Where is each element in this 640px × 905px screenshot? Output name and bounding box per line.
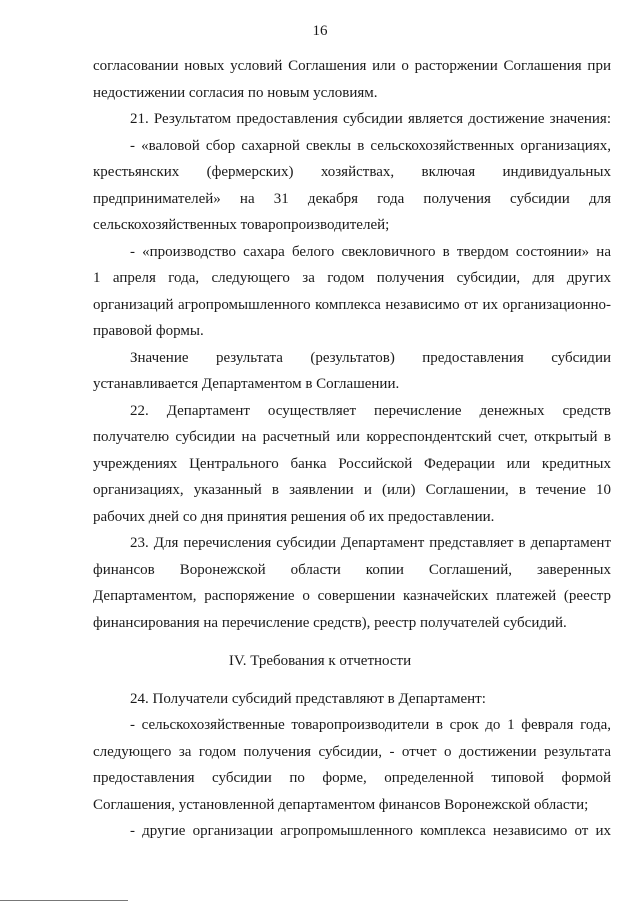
text-line: Соглашения, установленной департаментом финансов Воронежской области; <box>93 797 589 813</box>
text-line: 24. Получатели субсидий представляют в Департамент: <box>130 691 486 707</box>
text-line: рабочих дней со дня принятия решения об их предоставлении. <box>93 509 495 525</box>
text-line: - «производство сахара белого свекловичного в твердом состоянии» на <box>130 244 611 260</box>
text-line: недостижении согласия по новым условиям. <box>93 85 378 101</box>
text-line: крестьянских (фермерских) хозяйствах, включая индивидуальных <box>93 164 611 180</box>
text-line: 21. Результатом предоставления субсидии является достижение значения: <box>130 111 611 127</box>
text-line: организаций агропромышленного комплекса независимо от их организационно- <box>93 297 611 313</box>
text-line: финансирования на перечисление средств), реестр получателей субсидий. <box>93 615 567 631</box>
text-line: учреждениях Центрального банка Российской Федерации или кредитных <box>93 456 611 472</box>
text-line: - сельскохозяйственные товаропроизводители в срок до 1 февраля года, <box>130 717 611 733</box>
text-line: - «валовой сбор сахарной свеклы в сельскохозяйственных организациях, <box>130 138 611 154</box>
text-line: 23. Для перечисления субсидии Департамент представляет в департамент <box>130 535 611 551</box>
footer-rule <box>0 900 128 901</box>
section-heading: IV. Требования к отчетности <box>228 653 412 669</box>
text-line: согласовании новых условий Соглашения или о расторжении Соглашения при <box>93 58 611 74</box>
text-line: устанавливается Департаментом в Соглашении. <box>93 376 400 392</box>
text-line: финансов Воронежской области копии Соглашений, заверенных <box>93 562 611 578</box>
text-line: - другие организации агропромышленного комплекса независимо от их <box>130 823 611 839</box>
text-line: предоставления субсидии по форме, определенной типовой формой <box>93 770 611 786</box>
text-line: 1 апреля года, следующего за годом получения субсидии, для других <box>93 270 611 286</box>
text-line: предпринимателей» на 31 декабря года получения субсидии для <box>93 191 611 207</box>
text-line: получателю субсидии на расчетный или корреспондентский счет, открытый в <box>93 429 611 445</box>
page-number: 16 <box>312 23 328 39</box>
text-line: следующего за годом получения субсидии, - отчет о достижении результата <box>93 744 611 760</box>
text-line: правовой формы. <box>93 323 204 339</box>
text-line: сельскохозяйственных товаропроизводителей; <box>93 217 390 233</box>
text-line: Департаментом, распоряжение о совершении казначейских платежей (реестр <box>93 588 611 604</box>
text-line: организациях, указанный в заявлении и (или) Соглашении, в течение 10 <box>93 482 611 498</box>
text-line: Значение результата (результатов) предоставления субсидии <box>130 350 611 366</box>
text-line: 22. Департамент осуществляет перечисление денежных средств <box>130 403 611 419</box>
